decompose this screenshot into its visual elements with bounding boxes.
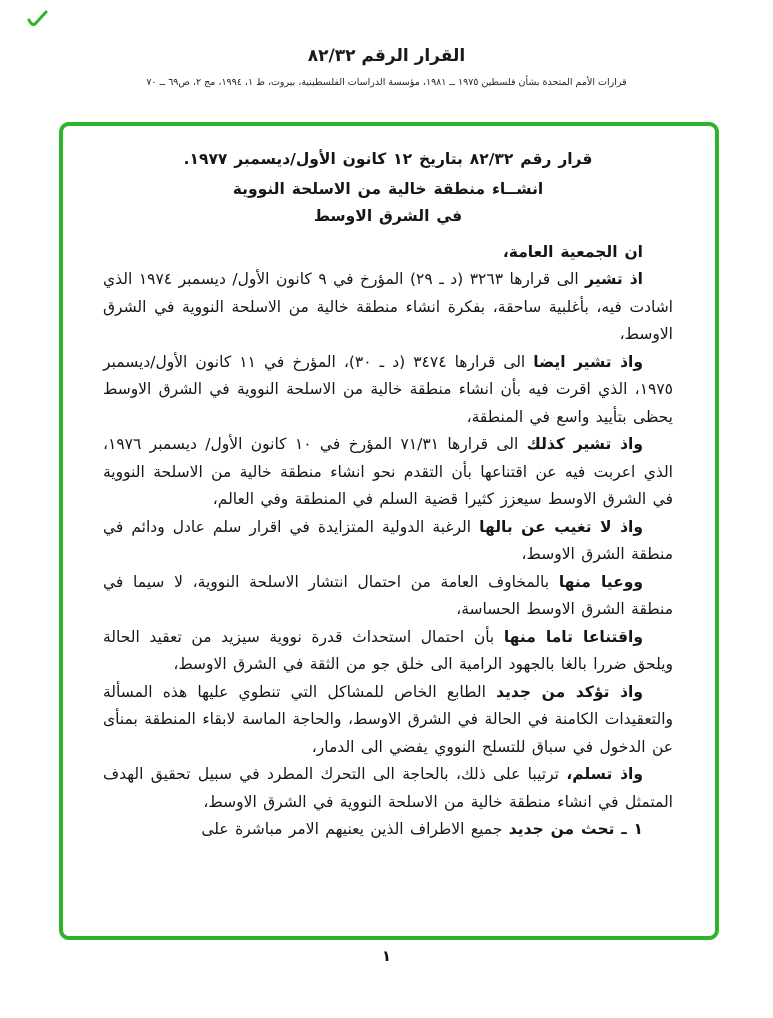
resolution-opening-line: ان الجمعية العامة،: [502, 242, 643, 261]
paragraph-lead: واذ تشير ايضا: [533, 352, 644, 371]
green-check-mark-icon: [26, 9, 50, 31]
resolution-paragraph: [103, 431, 673, 514]
resolution-paragraph: [103, 679, 673, 762]
paragraph-lead: واقتناعا تاما منها: [503, 627, 643, 646]
resolution-title: قرار رقم ٨٢/٣٢ بتاريخ ١٢ كانون الأول/ديسمبر ١٩٧٧.: [183, 150, 593, 168]
paragraph-text: بأن احتمال استحداث قدرة نووية سيزيد من تعقيد الحالة ويلحق ضررا بالغا بالجهود الرامية الى خلق جو من الثقة في الشرق الاوسط،: [103, 627, 673, 673]
paragraph-text: الى قرارها ٧١/٣١ المؤرخ في ١٠ كانون الأول/ ديسمبر ١٩٧٦، الذي اعربت فيه عن اقتناعها بأن التقدم نحو انشاء منطقة خالية من الاسلحة النووية في الشرق الاوسط سيعزز كثيرا قضية السلم في المنطقة وفي العالم،: [103, 435, 673, 508]
paragraph-lead: واذ تسلم،: [566, 765, 644, 783]
resolution-paragraph: [103, 761, 673, 816]
paragraph-lead: ووعيا منها: [558, 572, 643, 591]
page-number: ١: [381, 947, 392, 965]
paragraph-text: الى قرارها ٣٢٦٣ (د ـ ٢٩) المؤرخ في ٩ كانون الأول/ ديسمبر ١٩٧٤ الذي اشادت فيه، بأغلبية ساحقة، بفكرة انشاء منطقة خالية من الاسلحة النووية في الشرق الاوسط،: [103, 270, 673, 343]
paragraph-lead: واذ تؤكد من جديد: [496, 682, 643, 701]
paragraph-lead: واذ تشير كذلك: [526, 435, 643, 453]
paragraph-text: ترتيبا على ذلك، بالحاجة الى التحرك المطرد في سبيل تحقيق الهدف المتمثل في انشاء منطقة خالية من الاسلحة النووية في الشرق الاوسط،: [103, 765, 673, 811]
source-citation: قرارات الأمم المتحدة بشأن فلسطين ١٩٧٥ ــ ١٩٨١، مؤسسة الدراسات الفلسطينية، بيروت، ط ١، ١٩٩٤، مج ٢، ص٦٩ ــ ٧٠: [146, 77, 627, 88]
resolution-frame: [59, 122, 719, 940]
resolution-subtitle-line1: انشــاء منطقة خالية من الاسلحة النووية: [232, 179, 544, 198]
paragraph-lead: ١ ـ تحث من جديد: [508, 820, 643, 838]
paragraph-text: جميع الاطراف الذين يعنيهم الامر مباشرة على: [201, 820, 503, 838]
resolution-paragraph: [103, 816, 673, 844]
paragraph-text: الرغبة الدولية المتزايدة في اقرار سلم عادل ودائم في منطقة الشرق الاوسط،: [103, 517, 673, 563]
document-header: [0, 46, 773, 88]
paragraph-text: بالمخاوف العامة من احتمال انتشار الاسلحة النووية، لا سيما في منطقة الشرق الاوسط الحساسة،: [103, 572, 673, 618]
resolution-subtitle-line2: في الشرق الاوسط: [313, 207, 463, 225]
resolution-paragraph: [103, 266, 673, 349]
resolution-content: [103, 146, 673, 844]
resolution-paragraph: [103, 569, 673, 624]
paragraph-lead: اذ تشير: [585, 270, 643, 288]
resolution-paragraph: [103, 349, 673, 432]
resolution-paragraph: [103, 514, 673, 569]
paragraph-text: الطابع الخاص للمشاكل التي تنطوي عليها هذه المسألة والتعقيدات الكامنة في الحالة في الشرق الاوسط، والحاجة الماسة لابقاء المنطقة بمنأى عن الدخول في سباق للتسلح النووي يفضي الى الدمار،: [103, 682, 673, 756]
document-title: القرار الرقم ٨٢/٣٢: [307, 46, 466, 66]
resolution-paragraph: [103, 624, 673, 679]
paragraph-lead: واذ لا تغيب عن بالها: [479, 517, 643, 536]
paragraph-text: الى قرارها ٣٤٧٤ (د ـ ٣٠)، المؤرخ في ١١ كانون الأول/ديسمبر ١٩٧٥، الذي اقرت فيه بأن انشاء منطقة خالية من الاسلحة النووية في الشرق الاوسط يحظى بتأييد واسع في المنطقة،: [103, 352, 673, 426]
